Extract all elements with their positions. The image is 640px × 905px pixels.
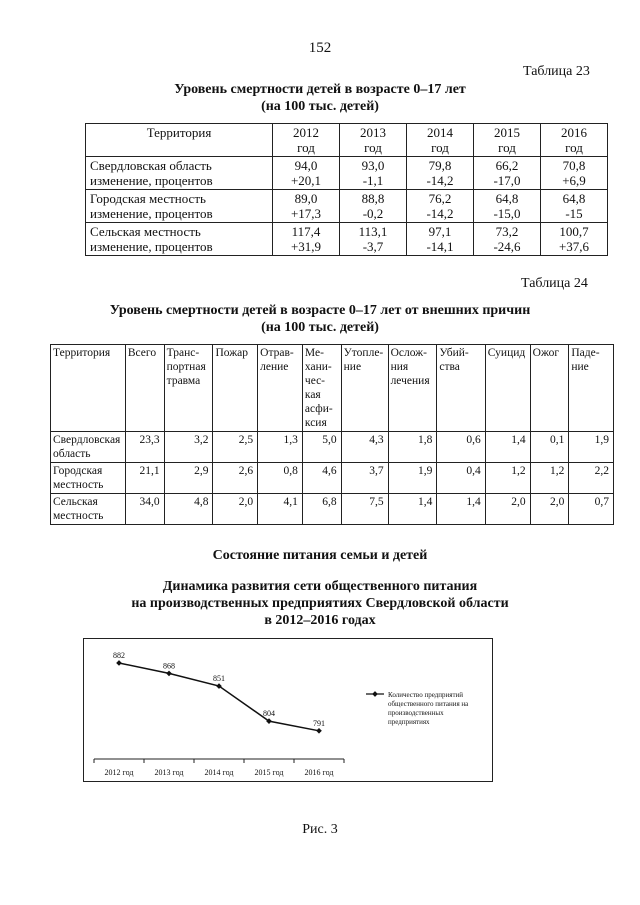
table-cell: 1,9	[569, 432, 614, 463]
value: 79,8	[428, 158, 452, 173]
data-point	[116, 660, 122, 666]
table-cell: 7,5	[341, 494, 388, 525]
value: 89,0	[294, 191, 318, 206]
table23-title-line2: (на 100 тыс. детей)	[261, 99, 379, 114]
x-tick-label: 2012 год	[104, 768, 134, 777]
table24	[50, 344, 614, 525]
table24-row-name: Сельская местность	[51, 494, 126, 525]
table24-header: Транс-портная травма	[164, 345, 213, 432]
table-cell	[340, 157, 407, 190]
table-cell: 4,1	[258, 494, 303, 525]
change: -24,6	[493, 239, 521, 254]
table-cell: 23,3	[125, 432, 164, 463]
legend-swatch-marker	[372, 691, 378, 697]
chart-title-line3: в 2012–2016 годах	[264, 613, 376, 628]
data-point	[316, 728, 322, 734]
table-cell	[407, 223, 474, 256]
table-cell	[340, 223, 407, 256]
year-unit: год	[565, 140, 583, 155]
table23-label: Таблица 23	[523, 64, 590, 79]
figure-caption: Рис. 3	[302, 822, 338, 837]
change: -15	[565, 206, 583, 221]
table23-row-name	[86, 223, 273, 256]
value: 66,2	[495, 158, 519, 173]
table-cell: 1,8	[388, 432, 437, 463]
value: 64,8	[562, 191, 586, 206]
value: 70,8	[562, 158, 586, 173]
table-cell: 2,0	[213, 494, 258, 525]
table24-header: Паде-ние	[569, 345, 614, 432]
table23-header-year	[273, 124, 340, 157]
year-unit: год	[364, 140, 382, 155]
change: -14,1	[426, 239, 454, 254]
table24-label: Таблица 24	[521, 276, 588, 291]
x-tick-label: 2013 год	[154, 768, 184, 777]
table-cell: 3,2	[164, 432, 213, 463]
year-value: 2012	[293, 125, 319, 140]
change: -14,2	[426, 206, 454, 221]
table-cell: 34,0	[125, 494, 164, 525]
table-cell: 2,9	[164, 463, 213, 494]
data-label: 791	[313, 718, 325, 728]
change: -15,0	[493, 206, 521, 221]
change: -1,1	[362, 173, 384, 188]
chart-legend	[366, 691, 469, 726]
value: 88,8	[361, 191, 385, 206]
change: -17,0	[493, 173, 521, 188]
table23-header-row	[86, 124, 608, 157]
data-label: 804	[263, 709, 275, 719]
table24-header: Ме-хани-чес-кая асфи-ксия	[302, 345, 341, 432]
table-cell: 2,6	[213, 463, 258, 494]
data-label: 882	[113, 650, 125, 660]
value: 73,2	[495, 224, 519, 239]
table24-header: Суицид	[485, 345, 530, 432]
table24-header-row	[51, 345, 614, 432]
table-cell	[273, 223, 340, 256]
year-unit: год	[431, 140, 449, 155]
table-cell	[340, 190, 407, 223]
table-cell: 1,3	[258, 432, 303, 463]
table-cell	[474, 223, 541, 256]
change: +37,6	[558, 239, 590, 254]
table23-title-line1: Уровень смертности детей в возрасте 0–17 лет	[174, 82, 466, 97]
chart-title	[0, 578, 640, 629]
value: 94,0	[294, 158, 318, 173]
table23-header-year	[541, 124, 608, 157]
change-label: изменение, процентов	[90, 239, 213, 254]
table-cell	[474, 190, 541, 223]
table-cell: 2,0	[530, 494, 569, 525]
table-cell	[474, 157, 541, 190]
data-label: 851	[213, 674, 225, 684]
table24-row-name: Городская местность	[51, 463, 126, 494]
chart-title-line1: Динамика развития сети общественного питания	[162, 579, 478, 594]
value: 93,0	[361, 158, 385, 173]
legend-text-line: предприятиях	[388, 718, 430, 726]
change: -14,2	[426, 173, 454, 188]
table-cell	[273, 157, 340, 190]
table24-title-line2: (на 100 тыс. детей)	[261, 320, 379, 335]
line-chart	[84, 639, 492, 781]
table-cell: 4,6	[302, 463, 341, 494]
table-cell	[407, 190, 474, 223]
table24-row-name: Свердловская область	[51, 432, 126, 463]
table23-header-territory: Территория	[86, 124, 273, 157]
table23-header-year	[474, 124, 541, 157]
value: 76,2	[428, 191, 452, 206]
territory-name: Городская местность	[90, 191, 206, 206]
year-value: 2014	[427, 125, 453, 140]
change-label: изменение, процентов	[90, 206, 213, 221]
table24-header: Убий-ства	[437, 345, 485, 432]
value: 117,4	[291, 224, 321, 239]
table24-header: Пожар	[213, 345, 258, 432]
table-cell: 4,3	[341, 432, 388, 463]
table-cell: 0,7	[569, 494, 614, 525]
x-tick-label: 2015 год	[254, 768, 284, 777]
section-title: Состояние питания семьи и детей	[212, 548, 428, 563]
change: -0,2	[362, 206, 384, 221]
legend-text-line: производственных	[388, 709, 444, 717]
table-cell: 2,2	[569, 463, 614, 494]
table-cell: 1,9	[388, 463, 437, 494]
table-row	[86, 223, 608, 256]
table23-header-year	[407, 124, 474, 157]
table-cell	[541, 223, 608, 256]
table-cell: 0,6	[437, 432, 485, 463]
year-value: 2015	[494, 125, 520, 140]
table23-row-name	[86, 190, 273, 223]
table-cell: 5,0	[302, 432, 341, 463]
change: +17,3	[290, 206, 322, 221]
table-cell	[541, 157, 608, 190]
change: +31,9	[290, 239, 322, 254]
territory-name: Сельская местность	[90, 224, 201, 239]
table24-header: Всего	[125, 345, 164, 432]
table23-header-year	[340, 124, 407, 157]
table23	[85, 123, 608, 256]
value: 97,1	[428, 224, 452, 239]
table-cell: 1,2	[485, 463, 530, 494]
change: +6,9	[562, 173, 586, 188]
year-unit: год	[297, 140, 315, 155]
table24-header: Утопле-ние	[341, 345, 388, 432]
change: +20,1	[290, 173, 322, 188]
table-cell: 1,4	[437, 494, 485, 525]
year-unit: год	[498, 140, 516, 155]
table-cell: 4,8	[164, 494, 213, 525]
x-tick-label: 2016 год	[304, 768, 334, 777]
table-cell: 3,7	[341, 463, 388, 494]
table24-header: Территория	[51, 345, 126, 432]
value: 100,7	[559, 224, 589, 239]
year-value: 2013	[360, 125, 386, 140]
table-cell: 1,2	[530, 463, 569, 494]
table-cell: 0,8	[258, 463, 303, 494]
table-cell: 0,1	[530, 432, 569, 463]
table23-title	[0, 81, 640, 115]
data-label: 868	[163, 661, 175, 671]
data-point	[166, 671, 172, 677]
table-row	[51, 432, 614, 463]
x-tick-label: 2014 год	[204, 768, 234, 777]
table-row	[86, 190, 608, 223]
table-cell: 1,4	[388, 494, 437, 525]
legend-text-line: общественного питания на	[388, 700, 469, 708]
table24-title-line1: Уровень смертности детей в возрасте 0–17 лет от внешних причин	[109, 303, 531, 318]
value: 64,8	[495, 191, 519, 206]
value: 113,1	[358, 224, 388, 239]
chart-frame	[83, 638, 493, 782]
table24-header: Отрав-ление	[258, 345, 303, 432]
legend-text-line: Количество предприятий	[388, 691, 464, 699]
table-cell: 1,4	[485, 432, 530, 463]
year-value: 2016	[561, 125, 587, 140]
page-number: 152	[308, 40, 332, 56]
table23-row-name	[86, 157, 273, 190]
table-row	[86, 157, 608, 190]
chart-title-line2: на производственных предприятиях Свердловской области	[131, 596, 509, 611]
table-cell	[541, 190, 608, 223]
table-cell: 2,0	[485, 494, 530, 525]
table-row	[51, 463, 614, 494]
table-cell: 2,5	[213, 432, 258, 463]
table24-title	[0, 302, 640, 336]
table-cell	[407, 157, 474, 190]
table-cell: 0,4	[437, 463, 485, 494]
table-row	[51, 494, 614, 525]
table-cell: 6,8	[302, 494, 341, 525]
territory-name: Свердловская область	[90, 158, 212, 173]
table-cell	[273, 190, 340, 223]
change-label: изменение, процентов	[90, 173, 213, 188]
table24-header: Ослож-ния лечения	[388, 345, 437, 432]
table24-header: Ожог	[530, 345, 569, 432]
change: -3,7	[362, 239, 384, 254]
table-cell: 21,1	[125, 463, 164, 494]
